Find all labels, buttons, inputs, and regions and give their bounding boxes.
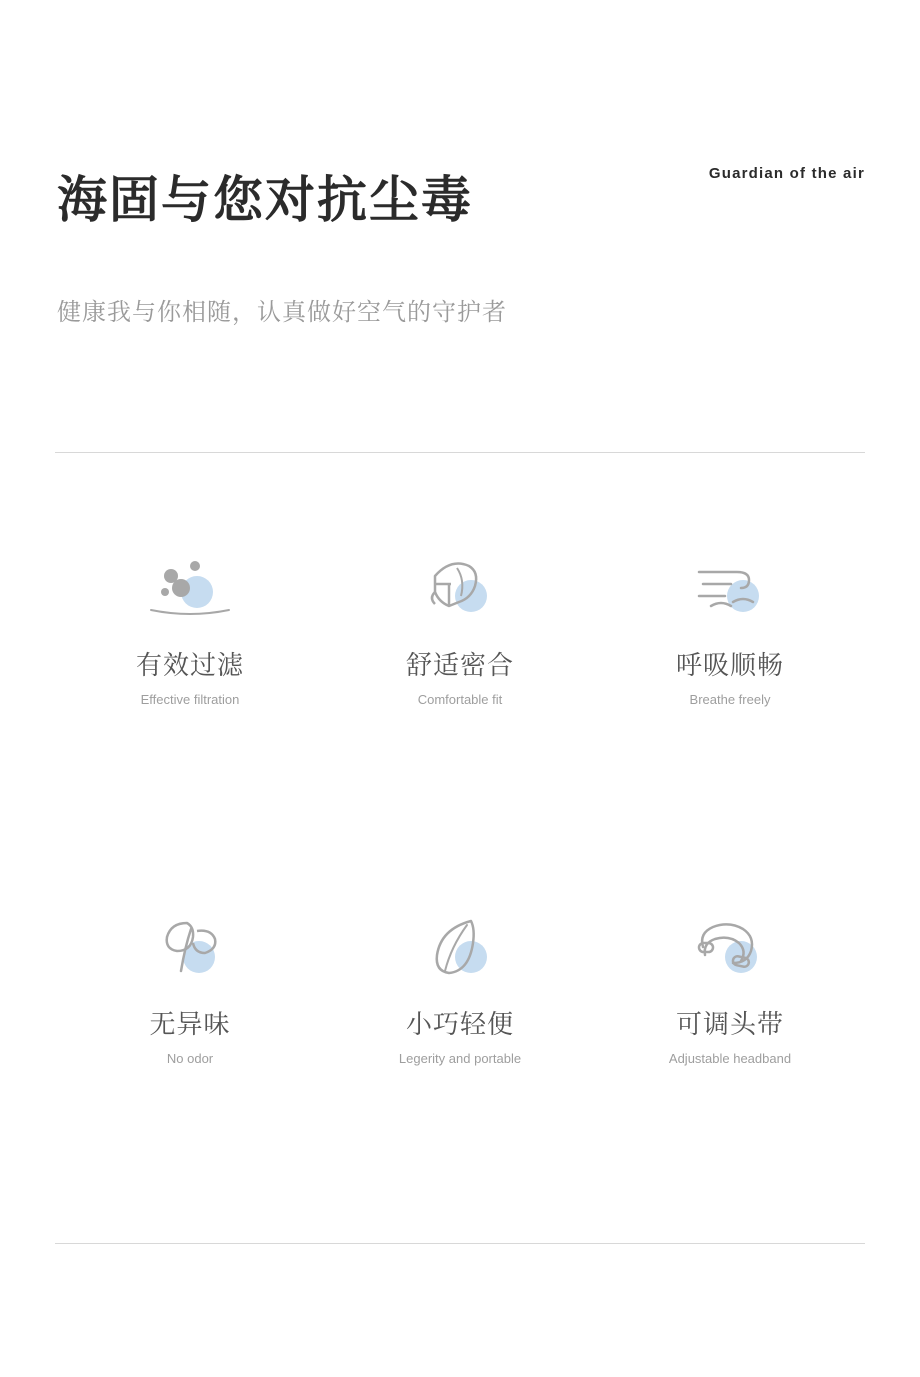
feature-title-en: Breathe freely — [689, 692, 771, 707]
feature-title-en: Legerity and portable — [398, 1051, 522, 1066]
feature-title-cn: 呼吸顺畅 — [675, 650, 784, 680]
feature-item — [325, 899, 595, 1068]
divider-top — [55, 452, 865, 453]
leaf-icon — [405, 899, 515, 994]
divider-bottom — [55, 1243, 865, 1244]
particles-icon — [135, 540, 245, 635]
feature-title-en: No odor — [166, 1051, 214, 1066]
mask-fit-icon — [405, 540, 515, 635]
feature-item — [595, 540, 865, 709]
brand-tagline: Guardian of the air — [708, 165, 865, 182]
feature-item — [595, 899, 865, 1068]
feature-title-en: Effective filtration — [140, 692, 240, 707]
feature-grid — [55, 540, 865, 1068]
sprout-icon — [135, 899, 245, 994]
feature-title-cn: 舒适密合 — [405, 650, 514, 680]
feature-title-en: Comfortable fit — [417, 692, 503, 707]
feature-item — [325, 540, 595, 709]
feature-title-cn: 可调头带 — [675, 1009, 784, 1039]
feature-item — [55, 899, 325, 1068]
feature-title-cn: 小巧轻便 — [405, 1009, 514, 1039]
page-subtitle: 健康我与你相随，认真做好空气的守护者 — [57, 299, 507, 326]
feature-item — [55, 540, 325, 709]
feature-title-cn: 无异味 — [149, 1009, 231, 1039]
page-title: 海固与您对抗尘毒 — [57, 171, 473, 228]
page-header — [0, 135, 920, 228]
wind-flow-icon — [675, 540, 785, 635]
headband-icon — [675, 899, 785, 994]
feature-title-en: Adjustable headband — [668, 1051, 792, 1066]
feature-title-cn: 有效过滤 — [135, 650, 244, 680]
